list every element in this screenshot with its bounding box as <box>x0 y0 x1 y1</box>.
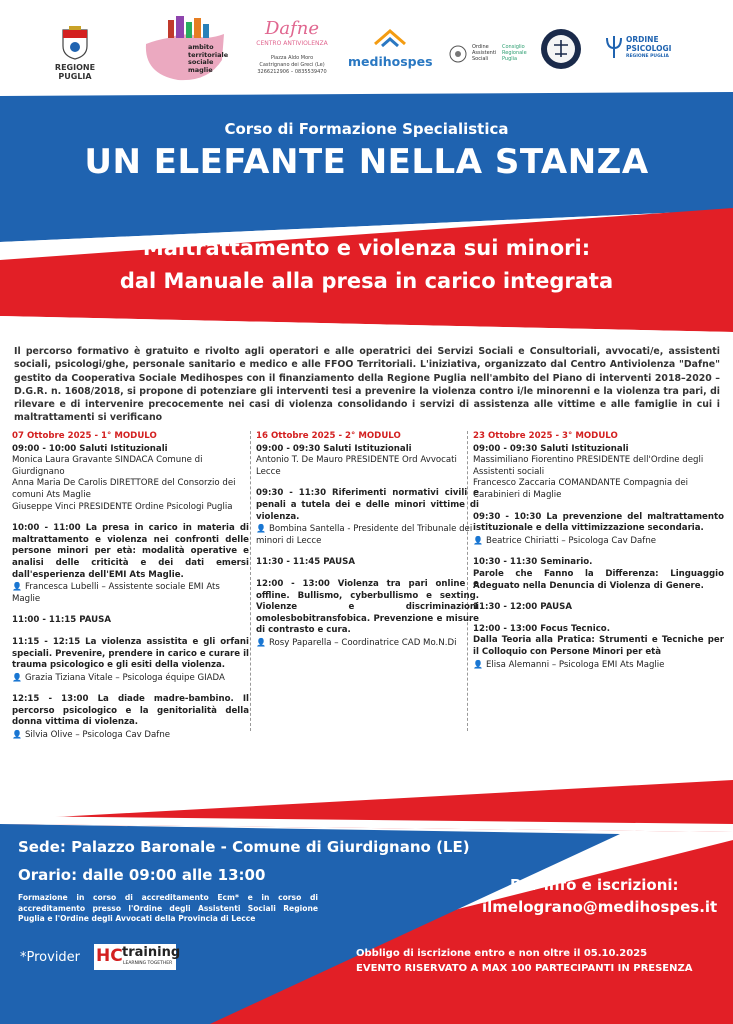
m1-s5-speaker-name: Silvia Olive – Psicologa Cav Dafne <box>24 730 171 741</box>
registration-deadline: Obbligo di iscrizione entro e non oltre il 05.10.2025 <box>356 948 648 959</box>
m3-session-3-title-2: Parole che Fanno la Differenza: Linguaggio Adeguato nella Denuncia di Violenza di Genere. <box>473 568 724 591</box>
module-2-heading: 16 Ottobre 2025 - 2° MODULO <box>256 431 401 441</box>
m1-session-5-speaker <box>12 729 249 742</box>
oas-line-3: Sociali <box>472 56 489 62</box>
provider-logo-mark: HC <box>96 946 123 966</box>
ambito-line-3: sociale <box>188 58 214 66</box>
schedule: Orario: dalle 09:00 alle 13:00 <box>18 866 266 884</box>
dafne-name: Dafne <box>264 18 320 39</box>
dafne-sub: CENTRO ANTIVIOLENZA <box>256 40 328 47</box>
oas-text-left <box>472 44 496 62</box>
oas-right-3: Puglia <box>502 56 518 62</box>
person-icon: 👤 <box>12 582 22 592</box>
psi-text <box>626 36 671 62</box>
m3-s2-speaker-name: Beatrice Chiriatti – Psicologa Cav Dafne <box>485 535 657 546</box>
logos-row <box>0 0 733 92</box>
m1-s2-speaker-name: Francesca Lubelli – Assistente sociale EMI Ats Maglie <box>12 582 220 604</box>
oas-right-2: Regionale <box>502 50 527 56</box>
medihospes-label: medihospes <box>348 54 433 69</box>
capacity-notice: EVENTO RISERVATO A MAX 100 PARTECIPANTI IN PRESENZA <box>356 963 693 974</box>
m2-session-1-time: 09:00 - 09:30 Saluti Istituzionali <box>256 443 412 454</box>
provider-logo-tag: LEARNING TOGETHER <box>123 961 173 966</box>
m2-pause: 11:30 - 11:45 PAUSA <box>256 557 355 568</box>
m2-session-2-title: 09:30 - 11:30 Riferimenti normativi civili e penali a tutela dei e delle minori vittime di violenza. <box>256 488 479 522</box>
column-divider-1 <box>250 431 251 731</box>
avvocati-seal-icon <box>540 28 582 70</box>
m2-greeting-1: Antonio T. De Mauro PRESIDENTE Ord Avvocati Lecce <box>256 455 457 477</box>
oas-text-right <box>502 44 527 62</box>
info-label: Per info e iscrizioni: <box>510 876 679 894</box>
provider-logo-word: training <box>122 945 181 960</box>
m1-session-4-title: 11:15 - 12:15 La violenza assistita e gli orfani speciali. Prevenire, prendere in carico e curare il trauma psicologico e gli esiti della violenza. <box>12 636 249 671</box>
m1-pause: 11:00 - 11:15 PAUSA <box>12 615 111 626</box>
intro-paragraph: Il percorso formativo è gratuito e rivolto agli operatori e alle operatrici dei Servizi Sociali e Consultoriali, avvocati/e, assistenti sociali, psicologi/ghe, personale sanitario e medico e alle FFOO Territoriali. L'iniziativa, organizzato dal Centro Antiviolenza "Dafne" gestito da Cooperativa Sociale Medihospes con il finanziamento della Regione Puglia nell'ambito del Piano di interventi 2018–2020 – D.G.R. n. 1608/2018, si propone di potenziare gli interventi tesi a prevenire la violenza contro i/le minorenni e la violenza tra pari, di rilevare e di intervenire precocemente nei casi di violenza consolidando i servizi di assistenza alle vittime e alle famiglie in cui i maltrattamenti si verificano <box>14 346 720 424</box>
venue: Sede: Palazzo Baronale - Comune di Giurdignano (LE) <box>18 838 470 856</box>
course-subtitle <box>0 232 733 298</box>
m3-session-1-time: 09:00 - 09:30 Saluti Istituzionali <box>473 443 629 454</box>
person-icon: 👤 <box>256 637 266 647</box>
m3-session-5-title-1: 12:00 - 13:00 Focus Tecnico. <box>473 623 610 634</box>
psi-symbol-icon <box>604 34 624 60</box>
m2-s2-speaker-name: Bombina Santella - Presidente del Tribunale dei minori di Lecce <box>256 524 473 546</box>
m2-s4-speaker-name: Rosy Paparella – Coordinatrice CAD Mo.N.Di <box>268 637 457 648</box>
course-title: UN ELEFANTE NELLA STANZA <box>84 142 649 182</box>
person-icon: 👤 <box>12 672 22 682</box>
logo-ordine-avvocati <box>540 28 582 70</box>
m3-pause: 11:30 - 12:00 PAUSA <box>473 602 572 613</box>
module-2-column <box>256 431 479 650</box>
m1-greeting-2: Anna Maria De Carolis DIRETTORE del Consorzio dei comuni Ats Maglie <box>12 478 236 500</box>
logo-ambito-maglie <box>138 14 230 84</box>
person-icon: 👤 <box>473 659 483 669</box>
m1-s4-speaker-name: Grazia Tiziana Vitale – Psicologa équipe GIADA <box>24 672 225 683</box>
module-3-column <box>473 431 724 671</box>
dafne-address <box>248 55 336 76</box>
m3-session-2-title: 09:30 - 10:30 La prevenzione del maltrattamento istituzionale e della vittimizzazione secondaria. <box>473 511 724 534</box>
oas-line-1: Ordine <box>472 44 489 50</box>
module-1-column <box>12 431 249 742</box>
regione-crest-icon <box>60 26 90 60</box>
ambito-line-2: territoriale <box>188 50 229 59</box>
dafne-phone: 3266212906 – 0835539470 <box>257 69 327 75</box>
regione-label: REGIONE PUGLIA <box>54 63 96 81</box>
module-3-heading: 23 Ottobre 2025 - 3° MODULO <box>473 431 618 441</box>
m1-session-4-speaker <box>12 672 249 685</box>
subtitle-line-2: dal Manuale alla presa in carico integrata <box>119 269 614 293</box>
dafne-addr-1: Piazza Aldo Moro <box>270 55 314 61</box>
oas-emblem-icon <box>448 44 468 64</box>
oas-line-2: Assistenti <box>472 50 497 56</box>
m1-greeting-3: Giuseppe Vinci PRESIDENTE Ordine Psicologi Puglia <box>12 501 233 512</box>
module-1-heading: 07 Ottobre 2025 - 1° MODULO <box>12 431 157 441</box>
person-icon: 👤 <box>473 535 483 545</box>
psi-line-1: ORDINE <box>626 35 659 44</box>
provider-logo <box>94 944 181 970</box>
m3-session-2-speaker <box>473 535 724 548</box>
logo-dafne <box>248 18 336 76</box>
ambito-text <box>188 44 228 74</box>
m3-greeting-2: Francesco Zaccaria COMANDANTE Compagnia dei Carabinieri di Maglie <box>473 478 688 500</box>
oas-right-1: Consiglio <box>502 44 525 50</box>
dafne-addr-2: Castrignano dei Greci (Le) <box>259 62 325 68</box>
registration-notice <box>356 946 726 976</box>
subtitle-line-1: Maltrattamento e violenza sui minori: <box>142 236 591 260</box>
m3-s5-speaker-name: Elisa Alemanni – Psicologa EMI Ats Maglie <box>485 659 665 670</box>
m3-session-3-title-1: 10:30 - 11:30 Seminario. <box>473 557 593 568</box>
m2-session-2-speaker <box>256 523 479 547</box>
m1-session-1-time: 09:00 - 10:00 Saluti Istituzionali <box>12 443 168 454</box>
logo-ordine-psicologi <box>604 34 676 64</box>
m3-session-5-speaker <box>473 659 724 672</box>
ambito-line-4: maglie <box>188 65 213 74</box>
psi-line-3: REGIONE PUGLIA <box>626 54 669 59</box>
program-columns <box>12 431 724 801</box>
info-email[interactable]: ilmelograno@medihospes.it <box>482 898 718 916</box>
logo-regione-puglia <box>38 26 112 82</box>
accreditation-note: Formazione in corso di accreditamento Ecm* e in corso di accreditamento presso l'Ordine degli Assistenti Sociali Regione Puglia e l'Ordine degli Avvocati della Provincia di Lecce <box>18 893 318 923</box>
logo-ordine-assistenti-sociali <box>448 42 530 68</box>
person-icon: 👤 <box>256 524 266 534</box>
m2-session-4-speaker <box>256 637 479 650</box>
m3-greeting-1: Massimiliano Fiorentino PRESIDENTE dell'Ordine degli Assistenti sociali <box>473 455 704 477</box>
logo-medihospes <box>348 28 432 69</box>
m1-greeting-1: Monica Laura Gravante SINDACA Comune di Giurdignano <box>12 455 203 477</box>
course-kicker: Corso di Formazione Specialistica <box>224 120 509 138</box>
psi-line-2: PSICOLOGI <box>626 43 672 53</box>
m1-session-2-title: 10:00 - 11:00 La presa in carico in materia di maltrattamento e violenza nei confronti delle persone minori per età: modalità operative e analisi delle criticità e dei dati emersi dall'esperienza dell'EMI Ats Maglie. <box>12 523 249 580</box>
m2-session-4-title: 12:00 - 13:00 Violenza tra pari online e offline. Bullismo, cyberbullismo e sexting. Violenze e discriminazioni omolesbobitransfobica. Prevenzione e misure di contrasto e cura. <box>256 578 479 636</box>
ambito-line-1: ambito <box>188 43 214 51</box>
person-icon: 👤 <box>12 730 22 740</box>
medihospes-roof-icon <box>373 28 407 50</box>
provider-label: *Provider <box>20 950 81 965</box>
m1-session-2-speaker <box>12 581 249 605</box>
m3-session-5-title-2: Dalla Teoria alla Pratica: Strumenti e Tecniche per il Colloquio con Persone Minori per età <box>473 635 724 657</box>
m1-session-5-title: 12:15 - 13:00 La diade madre-bambino. Il percorso psicologico e la genitorialità della donna vittima di violenza. <box>12 694 249 728</box>
